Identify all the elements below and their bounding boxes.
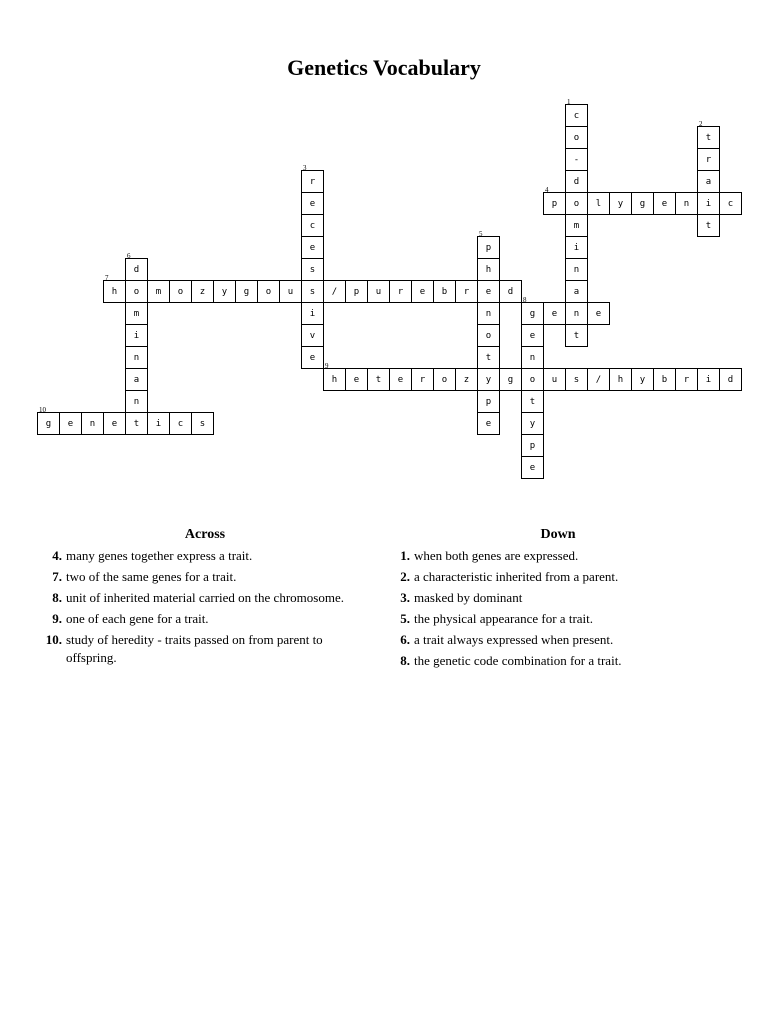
grid-cell: m [565, 214, 588, 237]
crossword-grid [0, 0, 768, 500]
grid-cell: g [499, 368, 522, 391]
grid-cell: e [477, 412, 500, 435]
grid-cell: i [565, 236, 588, 259]
grid-cell: u [279, 280, 302, 303]
grid-cell: r [697, 148, 720, 171]
grid-cell: e [301, 236, 324, 259]
clue-number: 5 [479, 230, 483, 238]
grid-cell: e [521, 456, 544, 479]
grid-cell: z [191, 280, 214, 303]
grid-cell: a [697, 170, 720, 193]
clue-down: 3. masked by dominant [400, 590, 523, 605]
grid-cell: d [565, 170, 588, 193]
grid-cell: i [301, 302, 324, 325]
grid-cell: c 1 [565, 104, 588, 127]
clue-number: 9 [325, 362, 329, 370]
grid-cell: s [191, 412, 214, 435]
grid-cell: o [565, 126, 588, 149]
grid-cell: e [543, 302, 566, 325]
clue-number: 6 [127, 252, 131, 260]
grid-cell: e [345, 368, 368, 391]
down-heading: Down [540, 527, 576, 542]
clue-across: 4. many genes together express a trait. [52, 548, 253, 563]
clue-across: 8. unit of inherited material carried on the chromosome. [52, 590, 344, 605]
grid-cell: i [697, 368, 720, 391]
grid-cell: m [125, 302, 148, 325]
grid-cell: e [477, 280, 500, 303]
clue-number: 3 [303, 164, 307, 172]
grid-cell: d [719, 368, 742, 391]
grid-cell: a [125, 368, 148, 391]
grid-cell: r [389, 280, 412, 303]
grid-cell: y [631, 368, 654, 391]
grid-cell: p [345, 280, 368, 303]
clue-number: 4 [545, 186, 549, 194]
grid-cell: o [169, 280, 192, 303]
grid-cell: d [499, 280, 522, 303]
grid-cell: c [169, 412, 192, 435]
grid-cell: h [609, 368, 632, 391]
clue-number: 8 [523, 296, 527, 304]
across-clues [40, 527, 370, 670]
clue-number: 10 [39, 406, 46, 414]
grid-cell: g 8 [521, 302, 544, 325]
grid-cell: r [411, 368, 434, 391]
grid-cell: a [565, 280, 588, 303]
grid-cell: o [433, 368, 456, 391]
grid-cell: n [477, 302, 500, 325]
clue-down: 8. the genetic code combination for a trait. [400, 653, 622, 668]
grid-cell: t [697, 214, 720, 237]
page-title: Genetics Vocabulary [287, 55, 481, 80]
grid-cell: o [521, 368, 544, 391]
grid-cell: c [719, 192, 742, 215]
grid-cell: s [565, 368, 588, 391]
grid-cell: u [543, 368, 566, 391]
clue-number: 1 [567, 98, 571, 106]
grid-cell: y [609, 192, 632, 215]
grid-cell: r 3 [301, 170, 324, 193]
grid-cell: t [565, 324, 588, 347]
grid-cell: v [301, 324, 324, 347]
clue-down: 5. the physical appearance for a trait. [400, 611, 594, 626]
grid-cell: h [477, 258, 500, 281]
grid-cell: e [389, 368, 412, 391]
grid-cell: e [653, 192, 676, 215]
grid-cell: t [477, 346, 500, 369]
grid-cell: s [301, 258, 324, 281]
grid-cell: / [323, 280, 346, 303]
grid-cell: t [367, 368, 390, 391]
grid-cell: n [125, 346, 148, 369]
grid-cell: e [301, 346, 324, 369]
grid-cell: / [587, 368, 610, 391]
clue-across: 7. two of the same genes for a trait. [52, 569, 237, 584]
grid-cell: p 5 [477, 236, 500, 259]
grid-cell: t 2 [697, 126, 720, 149]
grid-cell: s [301, 280, 324, 303]
grid-cell: n [565, 302, 588, 325]
grid-cell: n [81, 412, 104, 435]
grid-cell: o [477, 324, 500, 347]
grid-cell: e [103, 412, 126, 435]
grid-cell: e [59, 412, 82, 435]
grid-cell: o [565, 192, 588, 215]
clue-across: 10. study of heredity - traits passed on from parent to offspring. [45, 632, 323, 665]
grid-cell: p [477, 390, 500, 413]
grid-cell: c [301, 214, 324, 237]
grid-cell: z [455, 368, 478, 391]
grid-cell: - [565, 148, 588, 171]
grid-cell: y [213, 280, 236, 303]
grid-cell: t [125, 412, 148, 435]
grid-cell: p 4 [543, 192, 566, 215]
grid-cell: y [477, 368, 500, 391]
grid-cell: i [147, 412, 170, 435]
grid-cell: l [587, 192, 610, 215]
grid-cell: e [521, 324, 544, 347]
grid-cell: e [411, 280, 434, 303]
grid-cell: p [521, 434, 544, 457]
grid-cell: h 9 [323, 368, 346, 391]
grid-cell: g [235, 280, 258, 303]
grid-cell: y [521, 412, 544, 435]
clue-across: 9. one of each gene for a trait. [52, 611, 209, 626]
grid-cell: t [521, 390, 544, 413]
clue-down: 6. a trait always expressed when present. [400, 632, 614, 647]
grid-cell: r [455, 280, 478, 303]
grid-cell: o [257, 280, 280, 303]
grid-cell: n [565, 258, 588, 281]
grid-cell: i [125, 324, 148, 347]
clue-number: 2 [699, 120, 703, 128]
grid-cell: n [521, 346, 544, 369]
grid-cell: r [675, 368, 698, 391]
grid-cell: b [653, 368, 676, 391]
grid-cell: e [587, 302, 610, 325]
grid-cell: d 6 [125, 258, 148, 281]
grid-cell: o [125, 280, 148, 303]
grid-cell: g [631, 192, 654, 215]
grid-cell: e [301, 192, 324, 215]
clue-down: 1. when both genes are expressed. [400, 548, 579, 563]
grid-cell: h 7 [103, 280, 126, 303]
grid-cell: u [367, 280, 390, 303]
grid-cell: i [697, 192, 720, 215]
clue-down: 2. a characteristic inherited from a parent. [400, 569, 619, 584]
clue-number: 7 [105, 274, 109, 282]
across-heading: Across [184, 527, 226, 542]
grid-cell: m [147, 280, 170, 303]
down-clues [388, 527, 728, 673]
grid-cell: b [433, 280, 456, 303]
grid-cell: n [675, 192, 698, 215]
grid-cell: g 10 [37, 412, 60, 435]
grid-cell: n [125, 390, 148, 413]
